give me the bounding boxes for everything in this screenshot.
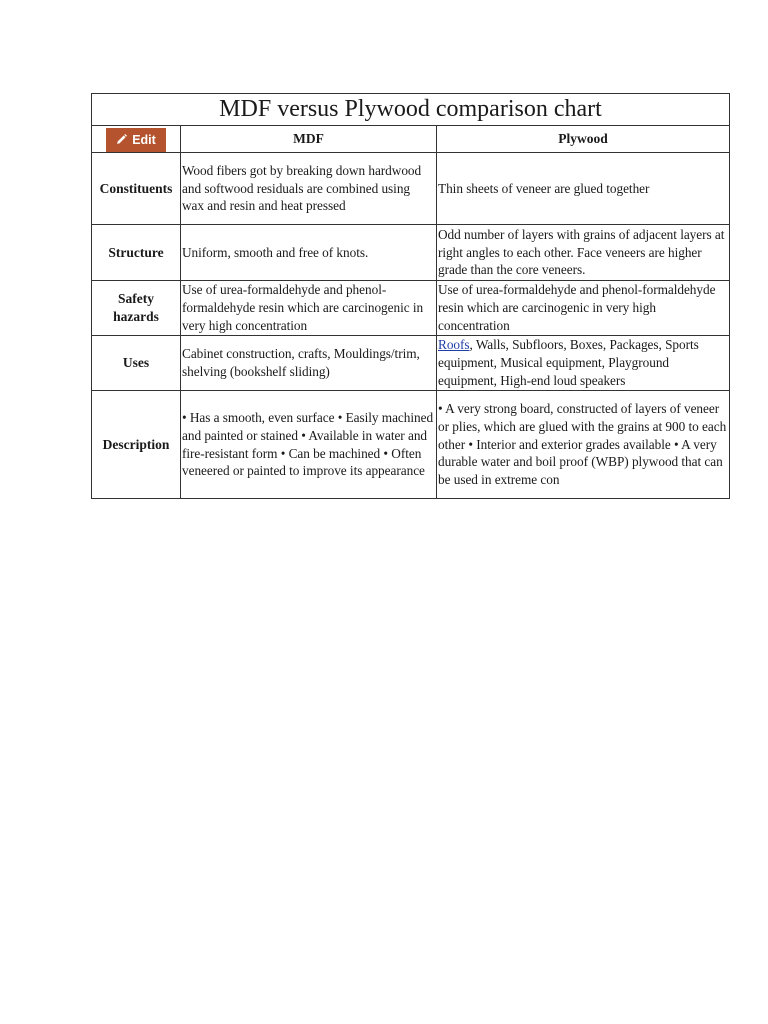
row-label-safety-hazards (92, 281, 181, 336)
plywood-constituents: Thin sheets of veneer are glued together (437, 153, 730, 225)
comparison-table (91, 93, 730, 499)
document-page (91, 93, 729, 499)
plywood-structure: Odd number of layers with grains of adjacent layers at right angles to each other. Face veneers are higher grade than the core veneers. (437, 225, 730, 281)
column-header-plywood: Plywood (437, 126, 730, 153)
table-row (92, 336, 730, 391)
mdf-structure: Uniform, smooth and free of knots. (181, 225, 437, 281)
edit-button-label: Edit (132, 132, 156, 147)
plywood-safety-hazards: Use of urea-formaldehyde and phenol-formaldehyde resin which are carcinogenic in very high concentration (437, 281, 730, 336)
plywood-uses (437, 336, 730, 391)
mdf-uses: Cabinet construction, crafts, Mouldings/trim, shelving (bookshelf sliding) (181, 336, 437, 391)
table-row (92, 153, 730, 225)
title-row (92, 94, 730, 126)
edit-button[interactable] (106, 128, 166, 152)
pencil-icon (116, 134, 127, 145)
mdf-constituents: Wood fibers got by breaking down hardwood and softwood residuals are combined using wax and resin and heat pressed (181, 153, 437, 225)
plywood-uses-text: , Walls, Subfloors, Boxes, Packages, Sports equipment, Musical equipment, Playground equipment, High-end loud speakers (438, 337, 699, 388)
mdf-description: • Has a smooth, even surface • Easily machined and painted or stained • Available in water and fire-resistant form • Can be machined • Often veneered or painted to improve its appearance (181, 391, 437, 499)
table-row (92, 225, 730, 281)
edit-cell (92, 126, 181, 153)
row-label-description: Description (92, 391, 181, 499)
plywood-description: • A very strong board, constructed of layers of veneer or plies, which are glued with the grains at 900 to each other • Interior and exterior grades available • A very durable water and boil proof (WBP) plywood that can be used in extreme con (437, 391, 730, 499)
header-row (92, 126, 730, 153)
row-label-safety-hazards-text: Safety hazards (113, 291, 159, 324)
mdf-safety-hazards: Use of urea-formaldehyde and phenol-formaldehyde resin which are carcinogenic in very high concentration (181, 281, 437, 336)
row-label-uses: Uses (92, 336, 181, 391)
roofs-link[interactable]: Roofs (438, 337, 470, 353)
column-header-mdf: MDF (181, 126, 437, 153)
table-row (92, 391, 730, 499)
row-label-constituents: Constituents (92, 153, 181, 225)
row-label-structure: Structure (92, 225, 181, 281)
table-row (92, 281, 730, 336)
table-title: MDF versus Plywood comparison chart (92, 94, 730, 126)
